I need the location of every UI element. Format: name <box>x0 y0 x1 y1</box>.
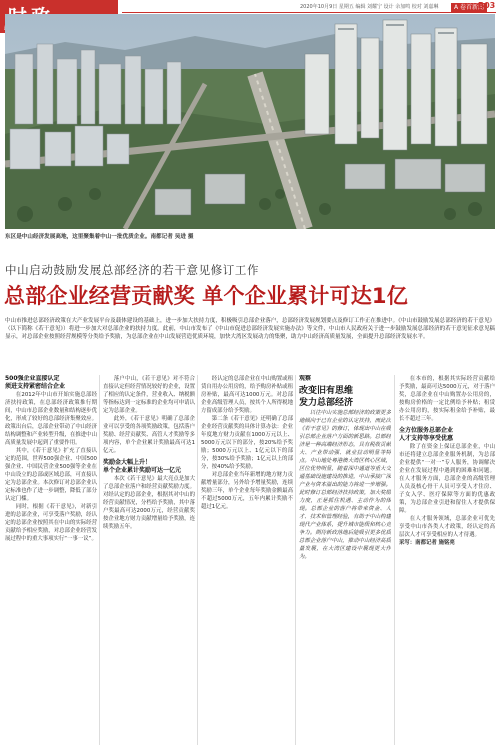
commentary-body: 以往中山实施总部经济的政策更多地倾向于已有企业的认定扶持，而此次《若干意见》的修订，体现出中山在吸引总部企业落户方面的新思路。总部经济是一种高端经济形态，具有税收贡献大、产业带动强、就业拉动明显等特点。中山地处粤港澳大湾区核心区域，区位优势明显，随着深中通道等重大交通基础设施建设的推进，中山承接广深产业与资本溢出的能力将进一步增强。此时修订总部经济扶持政策，加大奖励力度，正是抓住机遇、主动作为的体现。总部企业的落户将带来资金、人才、技术和管理经验，有助于中山构建现代产业体系，提升城市能级和核心竞争力。期待新政落地后能吸引更多优质总部企业落户中山，推动中山经济高质量发展，在大湾区建设中展现更大作为。 <box>299 410 391 560</box>
section-tag: A 卷首新闻 <box>451 3 487 12</box>
section-heading: 奖励金大幅上升！ <box>103 459 152 466</box>
date-line: 2020年10月9日 星期五 编辑 刘耀宁 设计 余加鸣 校对 刘嘉琳 <box>300 4 439 10</box>
paragraph: 对总部企业当年新增的地方财力贡献增量部分，另外给予增量奖励，连续奖励三年，单个企业每年奖励金额最高不超过5000万元，五年内累计奖励不超过1亿元。 <box>201 472 293 510</box>
paragraph: 在2012年中山市开始实施总部经济扶持政策，在总部经济政策推行期间，中山市总部企业数量和结构逐步优化，形成了较好的总部经济集聚效应。政策出台后，总部企业带动了中山经济结构调整和产业转型升级，在推进中山高质量发展中起到了重要作用。 <box>5 392 97 446</box>
article-column-5 <box>399 375 495 745</box>
paragraph: 本次《若干意见》最大亮点是加大了总部企业落户和经营贡献奖励力度。对经认定的总部企业，根据其对中山的经营贡献情况，分档给予奖励，其中落户奖最高可达2000万元，经营贡献奖按企业地方财力贡献增量给予奖励，连续奖励五年。 <box>103 476 195 530</box>
section-heading: 须进支持紧密结合企业 <box>5 383 66 390</box>
article-column-2 <box>103 375 195 745</box>
paragraph: 在人才服务领域，总部企业可优先享受中山市各类人才政策，经认定的高层次人才可享受相应的人才待遇。 <box>399 516 495 538</box>
paragraph: 在本市的，根据其实际经营贡献给予奖励，最高可达5000万元，对于落户奖，总部企业在中山购置办公用房的，按购房价格的一定比例给予补贴；租赁办公用房的，按实际租金给予补贴，最长不超过三年。 <box>399 376 495 422</box>
paragraph: 同时，根据《若干意见》，对新引进的总部企业，可享受落户奖励，经认定的总部企业按照其在中山的实际经营贡献给予相应奖励，对总部企业经营发展过程中的重大事项实行“一事一议”。 <box>5 504 97 542</box>
article-subhead: 中山启动鼓励发展总部经济的若干意见修订工作 <box>5 263 260 277</box>
byline: 采写：南都记者 施铭亮 <box>399 540 455 546</box>
photo-caption <box>5 232 194 240</box>
section-heading: 单个企业累计奖励可达一亿元 <box>103 467 182 474</box>
column-divider <box>99 375 100 745</box>
column-divider <box>394 375 395 745</box>
commentary-tag: 观察 <box>299 375 312 382</box>
top-rule <box>122 12 496 13</box>
article-headline: 总部企业经营贡献奖 单个企业累计可达1亿 <box>4 284 408 308</box>
article-column-3 <box>201 375 293 745</box>
paragraph: 落户中山，《若干意见》对不符合直接认定但经营情况较好的企业，设置了相应的认定条件，营业收入、纳税额等指标达到一定标准的企业均可申请认定为总部企业。 <box>103 376 195 414</box>
section-heading: 人才支持等享受优惠 <box>399 435 454 442</box>
aerial-city-photo <box>5 14 495 229</box>
column-divider <box>295 375 296 745</box>
paragraph: 除了在资金上保证总部企业，中山市还将建立总部企业服务机制，为总部企业提供“一对一”专人服务，协调解决企业在发展过程中遇到的困难和问题。在人才服务方面，总部企业的高级管理人员及核心骨干人员可享受人才住房、子女入学、医疗保障等方面的优惠政策，为总部企业引进和留住人才提供保障。 <box>399 444 495 514</box>
paragraph: 第二条《若干意见》还明确了总部企业经营贡献奖的具体计算办法：企业年度地方财力贡献在1000万元以上、5000万元以下的部分，按20%给予奖励；5000万元以上、1亿元以下的部分，按30%给予奖励；1亿元以上的部分，按40%给予奖励。 <box>201 416 293 470</box>
commentary-column <box>299 375 391 745</box>
section-heading: 500强企业直接认定 <box>5 375 60 382</box>
paragraph: 此外，《若干意见》明确了总部企业可以享受的各项奖励政策，包括落户奖励、经营贡献奖、高管人才奖励等多项内容，单个企业累计奖励最高可达1亿元。 <box>103 416 195 454</box>
commentary-title: 改变旧有思维 发力总部经济 <box>299 386 354 408</box>
paragraph: 其中，《若干意见》扩充了直接认定的范围，世界500强企业、中国500强企业、中国民营企业500强等企业在中山设立的总部或区域总部，可直接认定为总部企业。本次修订对总部企业认定标准也作了进一步调整，降低了部分认定门槛。 <box>5 448 97 502</box>
caption-text: 东区是中山经济发展高地，这里聚集着中山一批优质企业。南都记者 吴进 摄 <box>5 234 194 240</box>
paragraph: 经认定的总部企业在中山购置或租赁自用办公用房的，给予购房补贴或租房补贴，最高可达1000万元。对总部企业高级管理人员，按其个人所得税地方留成部分给予奖励。 <box>201 376 293 414</box>
section-heading: 全方位服务总部企业 <box>399 427 454 434</box>
article-column-1 <box>5 375 97 745</box>
column-divider <box>197 375 198 745</box>
page-number: B03 <box>478 1 496 10</box>
article-lead: 中山市推进总部经济政策在大产业发展平台及载体建设的基础上，进一步加大扶持力度，积极吸引总部企业落户，总部经济发展规划要点及修订工作正在推进中。《中山市鼓励发展总部经济的若干意见》（以下简称《若干意见》）将进一步加大对总部企业的扶持力度。此前，中山市发布了《中山市促进总部经济发展实施办法》等文件，中山市人民政府关于进一步鼓励发展总部经济的若干意见征求意见稿显示，对总部企业按照经营规模等分类给予奖励，为总部企业在中山发展营造优质环境，加快大湾区发展动力的集聚，助力中山经济高质量发展，全面提升总部经济发展水平。 <box>5 318 495 340</box>
